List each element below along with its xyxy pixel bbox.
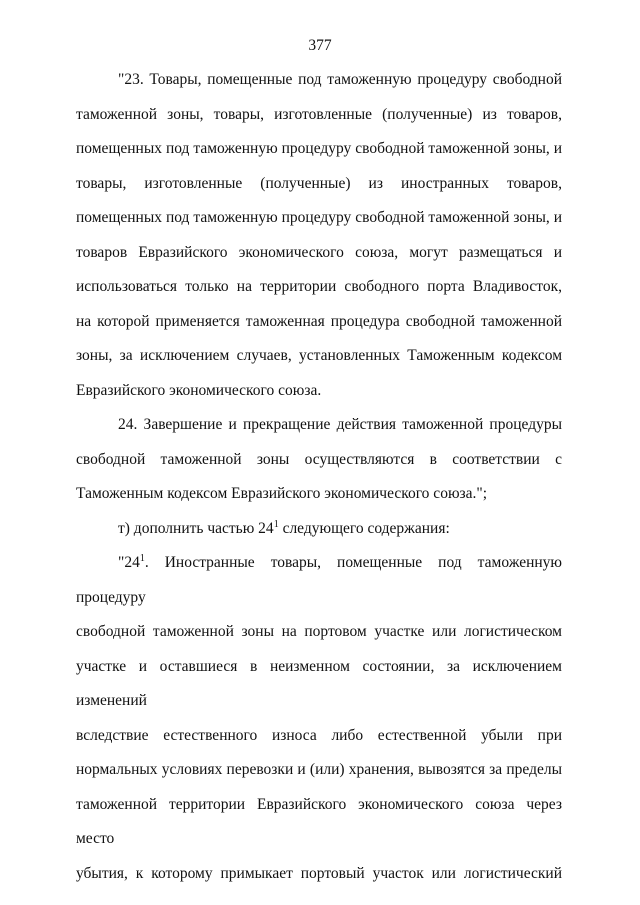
text-line bbox=[76, 546, 562, 615]
superscript: 1 bbox=[139, 552, 145, 564]
paragraph-subpoint-t bbox=[76, 512, 562, 547]
text-line: 24. Завершение и прекращение действия таможенной процедуры bbox=[118, 416, 562, 433]
document-body bbox=[76, 63, 562, 891]
text-line: вследствие естественного износа либо естественной убыли при bbox=[76, 726, 562, 744]
text-line: помещенных под таможенную процедуру свободной таможенной зоны, и bbox=[76, 140, 562, 157]
text-line: нормальных условиях перевозки и (или) хранения, вывозятся за пределы bbox=[76, 761, 562, 778]
text-fragment: следующего содержания: bbox=[278, 519, 450, 537]
text-line: свободной таможенной зоны на портовом участке или логистическом bbox=[76, 623, 562, 640]
text-fragment: . Иностранные товары, помещенные под таможенную процедуру bbox=[76, 554, 562, 606]
superscript: 1 bbox=[273, 518, 279, 530]
text-line: зоны, за исключением случаев, установленных Таможенным кодексом bbox=[76, 347, 562, 364]
text-line: Таможенным кодексом Евразийского экономического союза."; bbox=[76, 485, 488, 502]
paragraph-item-24-1 bbox=[76, 546, 562, 891]
text-line: убытия, к которому примыкает портовый участок или логистический bbox=[76, 864, 562, 882]
text-line: помещенных под таможенную процедуру свободной таможенной зоны, и bbox=[76, 209, 562, 226]
text-line: свободной таможенной зоны осуществляются в соответствии с bbox=[76, 450, 562, 468]
text-fragment: "24 bbox=[118, 554, 140, 571]
paragraph-item-23 bbox=[76, 63, 562, 408]
text-line: использоваться только на территории свободного порта Владивосток, bbox=[76, 278, 562, 295]
text-line: Евразийского экономического союза. bbox=[76, 381, 322, 399]
paragraph-item-24 bbox=[76, 408, 562, 512]
text-fragment: т) дополнить частью 24 bbox=[118, 519, 274, 537]
text-line: участке и оставшиеся в неизменном состоянии, за исключением изменений bbox=[76, 657, 562, 709]
text-line: "23. Товары, помещенные под таможенную процедуру свободной bbox=[118, 71, 562, 88]
text-line: товаров Евразийского экономического союза, могут размещаться и bbox=[76, 243, 562, 261]
text-line: на которой применяется таможенная процедура свободной таможенной bbox=[76, 312, 562, 330]
text-line: таможенной территории Евразийского экономического союза через место bbox=[76, 795, 562, 847]
text-line: таможенной зоны, товары, изготовленные (полученные) из товаров, bbox=[76, 105, 562, 123]
page-number: 377 bbox=[308, 37, 332, 54]
text-line bbox=[76, 512, 562, 547]
text-line: товары, изготовленные (полученные) из иностранных товаров, bbox=[76, 174, 562, 192]
